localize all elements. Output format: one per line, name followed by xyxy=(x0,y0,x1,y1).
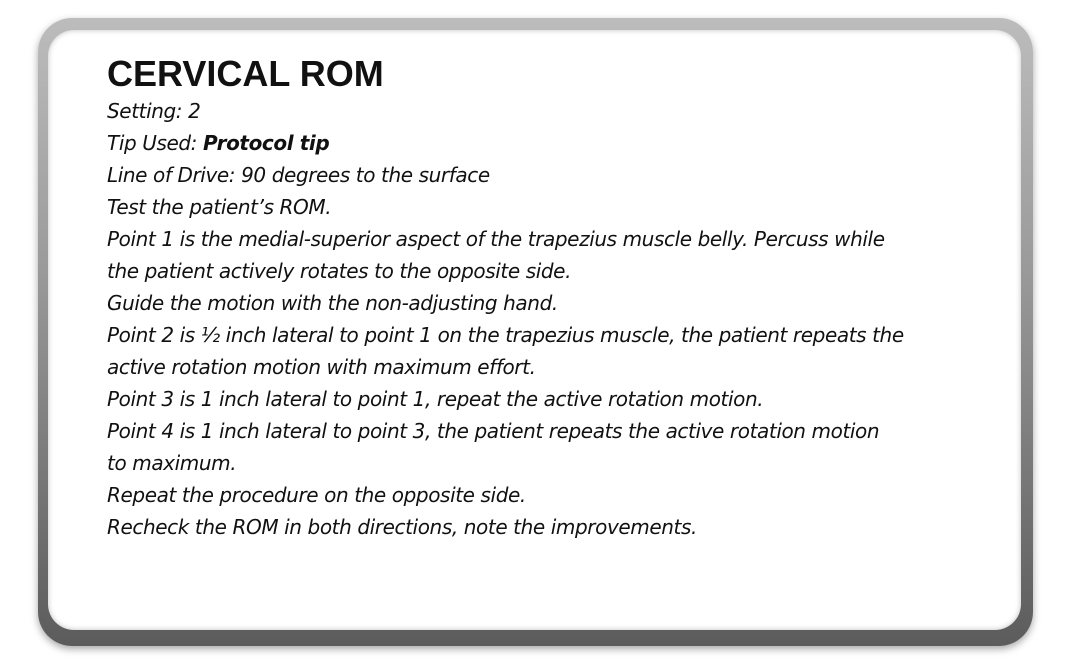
card-title: CERVICAL ROM xyxy=(107,53,384,94)
instruction-line: the patient actively rotates to the opposite side. xyxy=(107,259,572,283)
instruction-line: Guide the motion with the non-adjusting hand. xyxy=(107,291,558,315)
card-content xyxy=(107,53,1017,543)
instruction-line: Point 1 is the medial-superior aspect of the trapezius muscle belly. Percuss while xyxy=(107,227,885,251)
instruction-line: Test the patient’s ROM. xyxy=(107,195,332,219)
tip-value: Protocol tip xyxy=(202,131,330,155)
instruction-line: to maximum. xyxy=(107,451,237,475)
instruction-line: Repeat the procedure on the opposite side. xyxy=(107,483,526,507)
instruction-line: Line of Drive: 90 degrees to the surface xyxy=(107,163,490,187)
instruction-line: Point 4 is 1 inch lateral to point 3, the patient repeats the active rotation motion xyxy=(107,419,880,443)
instruction-line: active rotation motion with maximum effort. xyxy=(107,355,536,379)
setting-line: Setting: 2 xyxy=(107,99,201,123)
instruction-line: Point 2 is ½ inch lateral to point 1 on the trapezius muscle, the patient repeats the xyxy=(107,323,904,347)
tip-line xyxy=(107,127,1017,159)
instruction-line: Point 3 is 1 inch lateral to point 1, repeat the active rotation motion. xyxy=(107,387,764,411)
tip-label: Tip Used: xyxy=(107,131,203,155)
instruction-line: Recheck the ROM in both directions, note the improvements. xyxy=(107,515,697,539)
